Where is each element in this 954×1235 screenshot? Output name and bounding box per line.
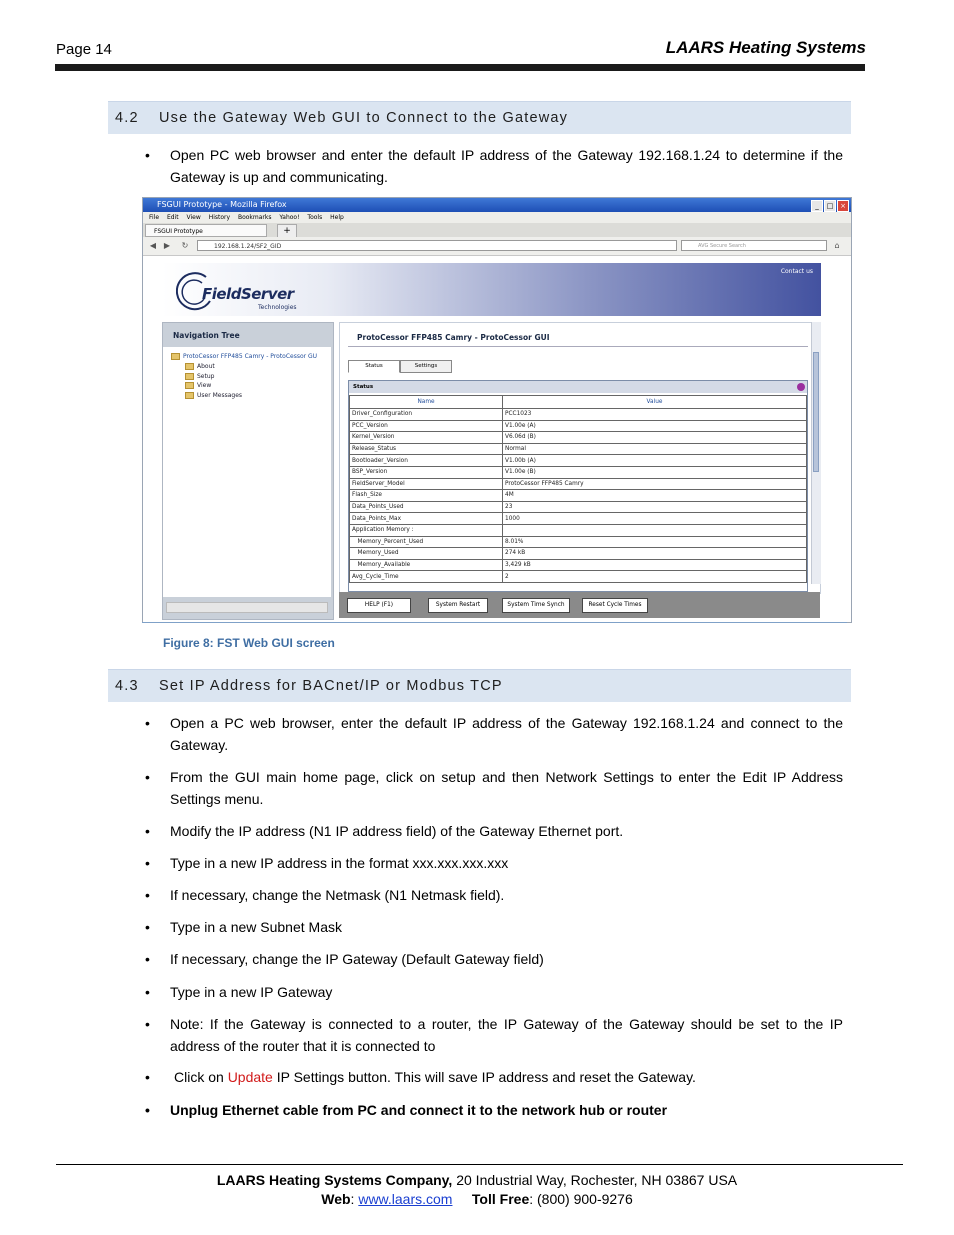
column-header: Name [350,396,503,409]
menu-file[interactable]: File [149,214,160,221]
row-name: Driver_Configuration [350,409,503,421]
footer-address: LAARS Heating Systems Company, 20 Industrial Way, Rochester, NH 03867 USA [216,1172,738,1188]
row-name: Flash_Size [350,490,503,502]
url-bar[interactable]: 192.168.1.24/SF2_GID [197,240,677,251]
tree-item-view[interactable]: View [185,382,211,389]
forward-icon[interactable]: ▶ [163,241,171,250]
browser-tab-row [143,223,851,237]
menu-edit[interactable]: Edit [166,214,179,221]
figure-caption: Figure 8: FST Web GUI screen [163,636,335,650]
help-button[interactable]: HELP (F1) [347,598,411,613]
list-item: • Type in a new IP Gateway [145,984,333,1000]
table-row [350,409,807,421]
row-name: Kernel_Version [350,432,503,444]
new-tab-icon[interactable]: + [277,224,297,238]
table-row [350,490,807,502]
main-panel [339,322,821,594]
row-value: V1.00b (A) [503,455,807,467]
folder-icon [171,353,180,360]
row-name: BSP_Version [350,466,503,478]
row-value: Normal [503,443,807,455]
logo-text: FieldServer [202,285,294,303]
row-value: ProtoCessor FFP485 Camry [503,478,807,490]
column-header: Value [503,396,807,409]
list-item: • Note: If the Gateway is connected to a router, the IP Gateway of the Gateway should be set to the IP address of the router that it is connected to [145,1016,843,1054]
table-row [350,478,807,490]
minimize-icon[interactable]: _ [811,200,823,212]
list-item: • Modify the IP address (N1 IP address field) of the Gateway Ethernet port. [145,823,624,839]
table-row [350,501,807,513]
status-table-wrap [348,380,808,592]
row-name: Memory_Used [350,548,503,560]
nav-horizontal-scrollbar[interactable] [166,602,328,613]
menu-bar [143,212,851,223]
status-rows [350,409,807,583]
back-icon[interactable]: ◀ [149,241,157,250]
row-value: 3,429 kB [503,559,807,571]
table-row [350,571,807,583]
row-name: Data_Points_Used [350,501,503,513]
row-value: 274 kB [503,548,807,560]
folder-icon [185,382,194,389]
folder-icon [185,373,194,380]
row-value [503,524,807,536]
table-row [350,559,807,571]
window-titlebar: FSGUI Prototype - Mozilla Firefox _ □ × [143,198,851,212]
tab-status[interactable]: Status [348,360,400,373]
close-icon[interactable]: × [837,200,849,212]
status-header: Status [349,381,807,393]
fieldserver-banner [162,263,821,316]
menu-view[interactable]: View [186,214,201,221]
row-name: Avg_Cycle_Time [350,571,503,583]
collapse-icon[interactable] [797,383,805,391]
scroll-thumb[interactable] [813,352,819,472]
tree-item-user-messages[interactable]: User Messages [185,392,242,399]
list-item: • Type in a new Subnet Mask [145,919,342,935]
brand-title: LAARS Heating Systems [665,38,866,57]
list-item: • Unplug Ethernet cable from PC and connect it to the network hub or router [145,1102,668,1118]
list-item: • From the GUI main home page, click on setup and then Network Settings to enter the Edit IP Address Settings menu. [145,769,843,807]
menu-history[interactable]: History [208,214,231,221]
section-number: 4.3 [115,678,139,694]
row-value: V1.00e (B) [503,466,807,478]
row-value: PCC1023 [503,409,807,421]
status-table [349,395,807,583]
folder-icon [185,392,194,399]
footer-contact: Web: www.laars.com Toll Free: (800) 900-9276 [321,1191,633,1207]
list-item: • If necessary, change the IP Gateway (Default Gateway field) [145,951,544,967]
list-item: • Open a PC web browser, enter the default IP address of the Gateway 192.168.1.24 and connect to the Gateway. [145,715,843,753]
section-title: Set IP Address for BACnet/IP or Modbus TCP [159,678,503,694]
navigation-bar [143,237,851,256]
row-value: 8.01% [503,536,807,548]
menu-yahoo[interactable]: Yahoo! [279,214,300,221]
section-title: Use the Gateway Web GUI to Connect to the Gateway [159,110,569,126]
menu-help[interactable]: Help [330,214,344,221]
nav-tree [163,347,331,597]
system-time-synch-button[interactable]: System Time Synch [502,598,570,613]
row-name: Memory_Percent_Used [350,536,503,548]
list-item: • If necessary, change the Netmask (N1 Netmask field). [145,887,505,903]
row-value: 23 [503,501,807,513]
row-value: 4M [503,490,807,502]
list-item: • Open PC web browser and enter the default IP address of the Gateway 192.168.1.24 to determine if the Gateway is up and communicating. [145,147,843,185]
row-name: PCC_Version [350,420,503,432]
maximize-icon[interactable]: □ [824,200,836,212]
row-value: V6.06d (B) [503,432,807,444]
tree-item-about[interactable]: About [185,363,215,370]
section-heading-4-2 [108,101,851,134]
tree-root[interactable]: ProtoCessor FFP485 Camry - ProtoCessor GU [171,353,317,360]
table-row [350,548,807,560]
row-value: V1.00e (A) [503,420,807,432]
system-restart-button[interactable]: System Restart [428,598,488,613]
row-value: 2 [503,571,807,583]
table-row [350,513,807,525]
logo-subtitle: Technologies [258,304,297,311]
navigation-tree-panel [162,322,334,620]
header-rule [55,64,865,71]
table-row [350,524,807,536]
section-heading-4-3 [108,669,851,702]
row-name: Bootloader_Version [350,455,503,467]
tab-settings[interactable]: Settings [400,360,452,373]
vertical-scrollbar[interactable] [811,322,821,584]
update-keyword: Update [227,1069,273,1085]
row-name: Release_Status [350,443,503,455]
table-row [350,455,807,467]
menu-bookmarks[interactable]: Bookmarks [237,214,272,221]
table-row [350,466,807,478]
website-link[interactable]: www.laars.com [358,1191,453,1207]
gui-screenshot [142,197,852,623]
main-title: ProtoCessor FFP485 Camry - ProtoCessor GUI [357,333,550,342]
reload-icon[interactable]: ↻ [181,241,189,250]
row-name: Data_Points_Max [350,513,503,525]
reset-cycle-times-button[interactable]: Reset Cycle Times [582,598,648,613]
row-name: Application Memory : [350,524,503,536]
button-bar [339,592,820,618]
caption-rule [142,622,847,623]
list-item: • Type in a new IP address in the format xxx.xxx.xxx.xxx [145,855,509,871]
row-value: 1000 [503,513,807,525]
row-name: FieldServer_Model [350,478,503,490]
page-number: Page 14 [56,41,112,58]
tree-item-setup[interactable]: Setup [185,373,214,380]
folder-icon [185,363,194,370]
list-item: • Click on Update IP Settings button. This will save IP address and reset the Gateway. [145,1069,696,1085]
menu-tools[interactable]: Tools [307,214,323,221]
browser-tab[interactable]: FSGUI Prototype [145,224,267,237]
nav-title: Navigation Tree [173,331,240,340]
row-name: Memory_Available [350,559,503,571]
table-row [350,420,807,432]
home-icon[interactable]: ⌂ [834,241,840,250]
contact-us-link[interactable]: Contact us [780,268,813,275]
section-number: 4.2 [115,110,139,126]
table-row [350,536,807,548]
table-row [350,432,807,444]
footer-rule [56,1164,903,1165]
search-input[interactable]: AVG Secure Search [681,240,827,251]
table-row [350,443,807,455]
